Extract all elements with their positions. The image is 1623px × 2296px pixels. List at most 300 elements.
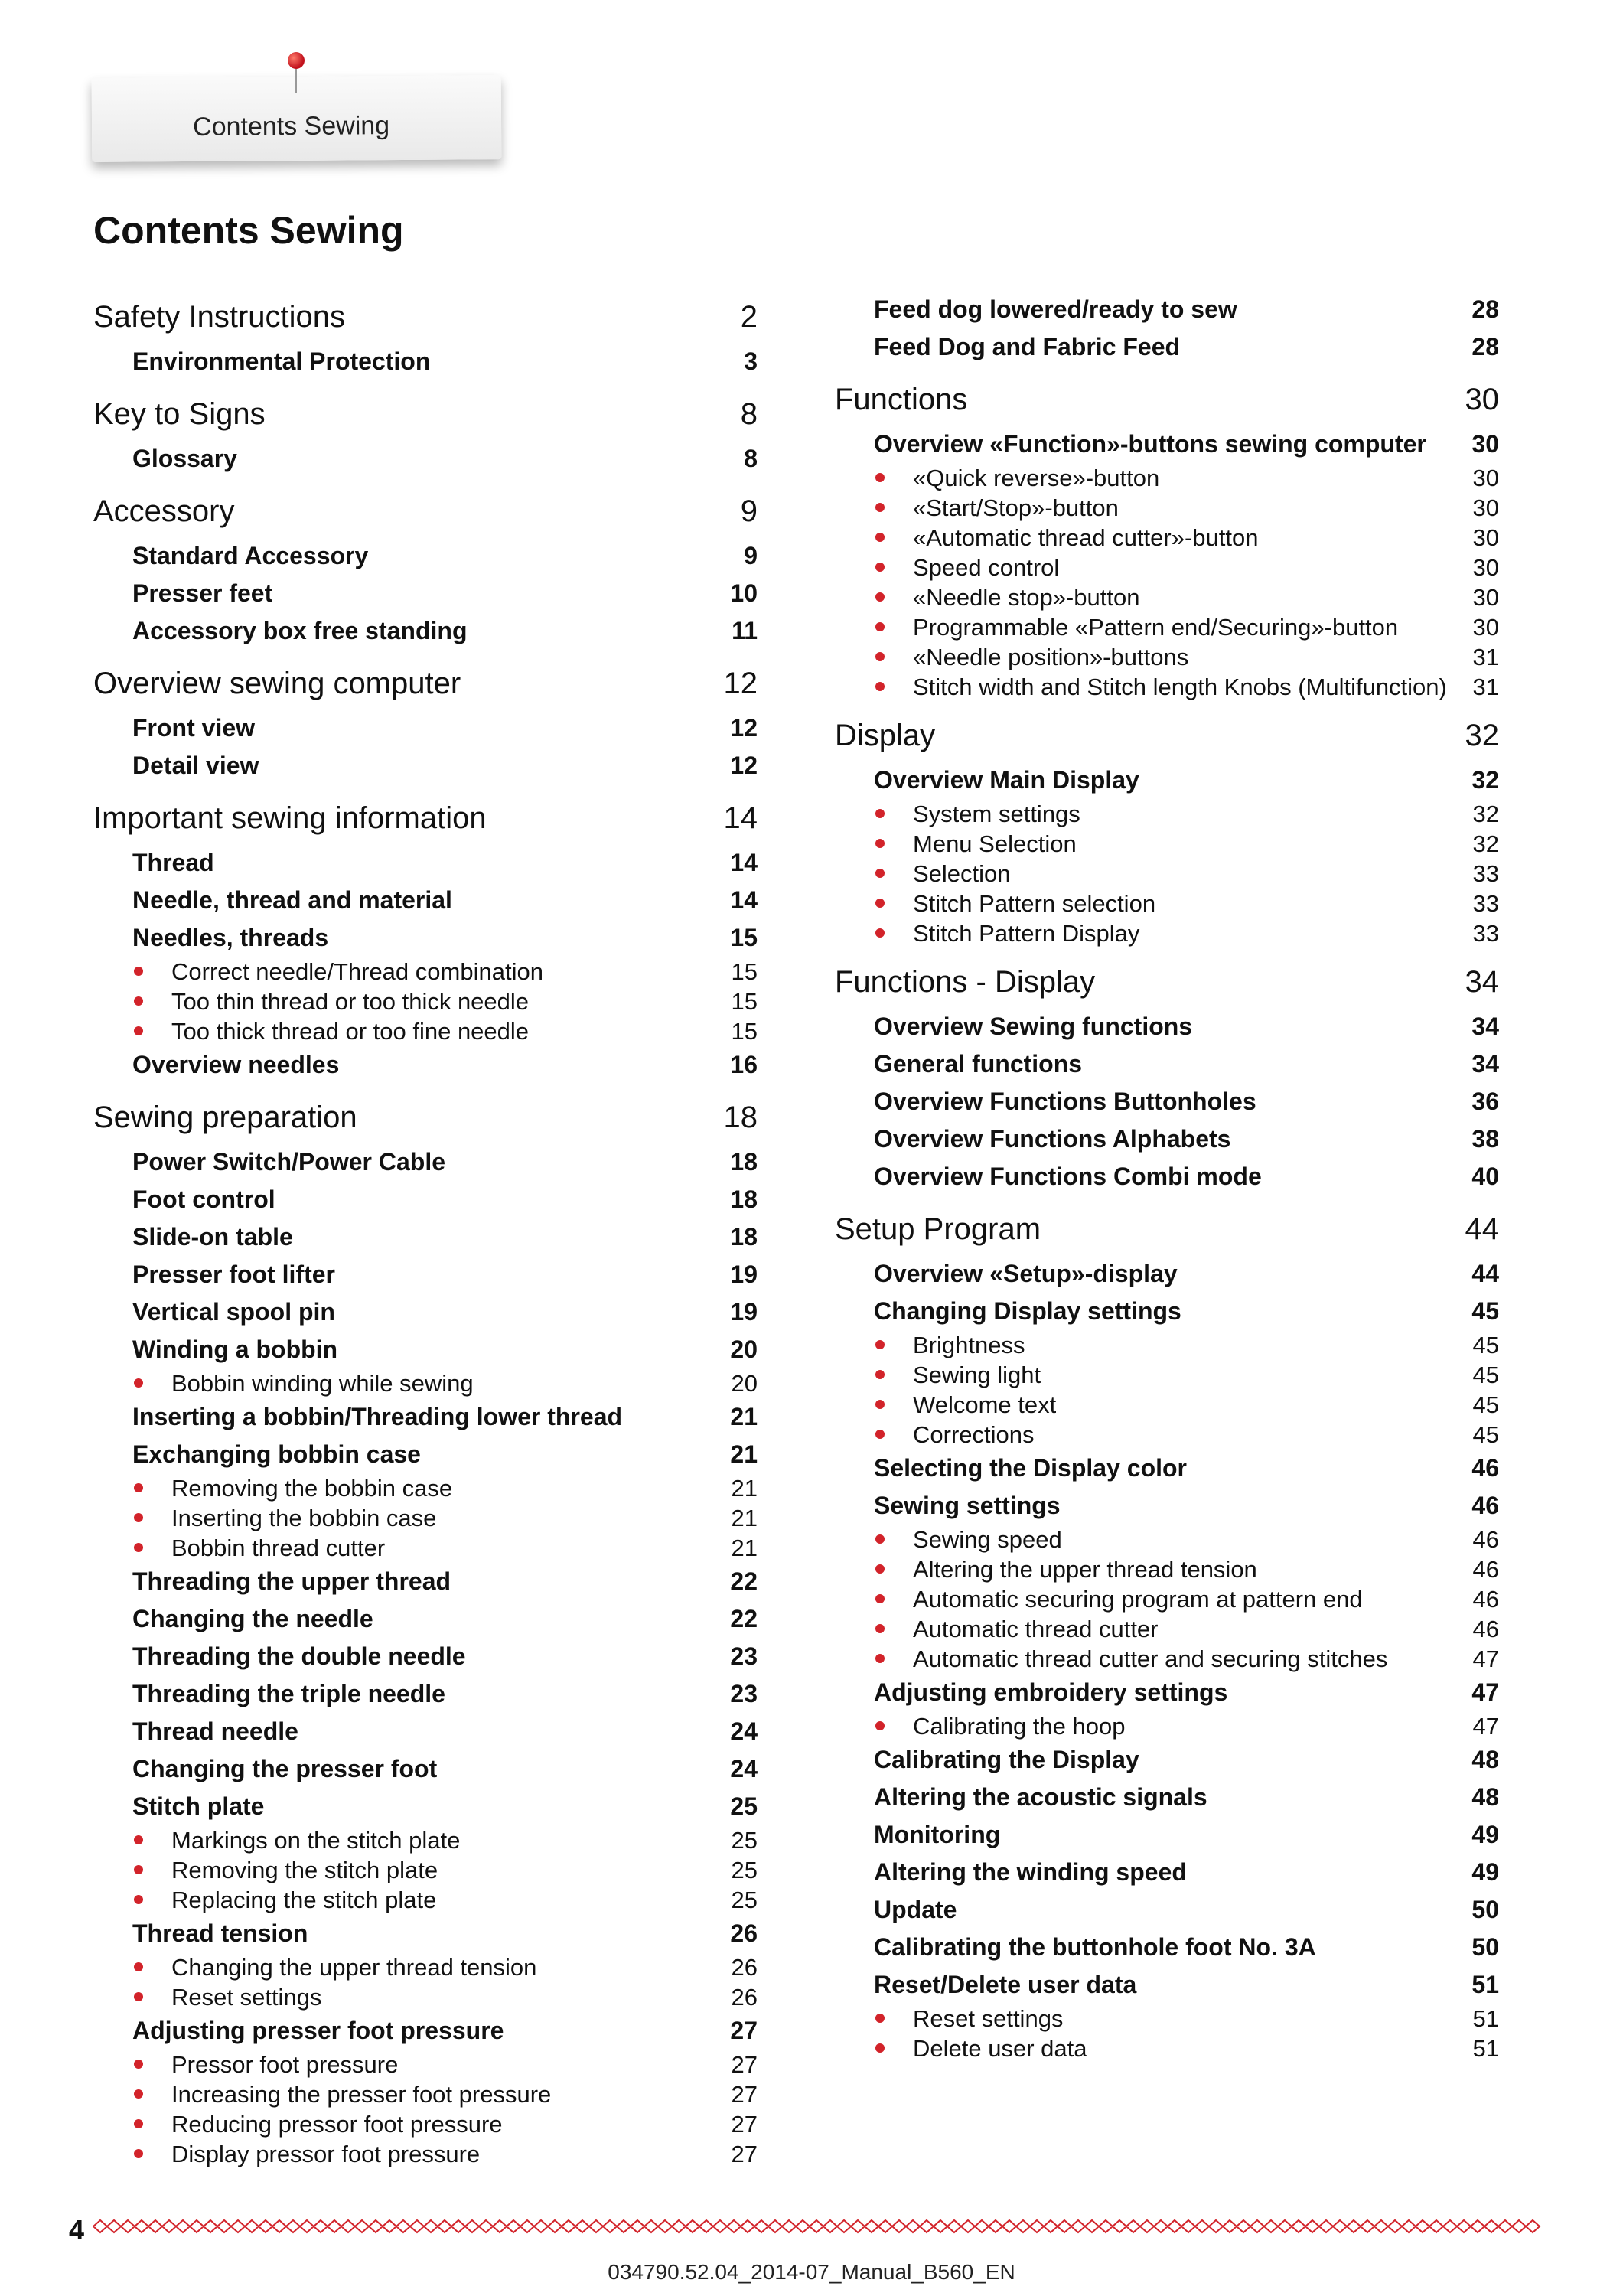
toc-subheading[interactable] <box>835 1045 1499 1083</box>
toc-entry-text: Pressor foot pressure <box>132 2050 398 2079</box>
toc-entry-text: Removing the stitch plate <box>132 1855 438 1885</box>
toc-bullet-entry[interactable] <box>93 1503 758 1533</box>
toc-entry-text: Overview Main Display <box>874 766 1139 794</box>
toc-entry-text: Winding a bobbin <box>132 1336 338 1363</box>
toc-entry-text: Changing the presser foot <box>132 1755 438 1782</box>
toc-entry-text: Thread tension <box>132 1919 308 1947</box>
toc-entry-text: Changing the upper thread tension <box>132 1952 536 1982</box>
toc-page-number: 27 <box>731 2111 758 2138</box>
toc-subheading[interactable] <box>93 612 758 650</box>
toc-entry-text: Monitoring <box>874 1821 1001 1848</box>
toc-heading-display[interactable] <box>835 709 1499 762</box>
toc-subheading[interactable] <box>93 2012 758 2050</box>
toc-page-number: 30 <box>1465 383 1499 416</box>
toc-entry-text: Vertical spool pin <box>132 1298 335 1326</box>
toc-subheading[interactable] <box>835 1450 1499 1487</box>
toc-page-number: 18 <box>730 1148 758 1176</box>
toc-entry-text: Overview Sewing functions <box>874 1013 1193 1040</box>
toc-entry-text: Reset settings <box>132 1982 321 2012</box>
toc-entry-text: Automatic securing program at pattern end <box>874 1584 1363 1614</box>
toc-page-number: 51 <box>1472 2035 1499 2062</box>
toc-entry-text: Inserting a bobbin/Threading lower thread <box>132 1403 623 1430</box>
toc-bullet-entry[interactable] <box>93 1533 758 1563</box>
toc-entry-text: Altering the acoustic signals <box>874 1783 1207 1811</box>
toc-entry-text: Front view <box>132 714 256 742</box>
toc-page-number: 23 <box>730 1642 758 1670</box>
toc-entry-text: Display pressor foot pressure <box>132 2139 480 2169</box>
toc-bullet-entry[interactable] <box>835 1420 1499 1450</box>
toc-page-number: 25 <box>731 1857 758 1883</box>
toc-subheading[interactable] <box>93 1046 758 1084</box>
toc-page-number: 21 <box>730 1440 758 1468</box>
toc-bullet-entry[interactable] <box>93 2050 758 2079</box>
toc-bullet-entry[interactable] <box>93 2109 758 2139</box>
header-tab-label: Contents Sewing <box>192 111 390 142</box>
toc-subheading[interactable] <box>93 1256 758 1293</box>
toc-page-number: 51 <box>1471 1971 1499 1998</box>
toc-page-number: 22 <box>730 1567 758 1595</box>
toc-page-number: 15 <box>731 1018 758 1045</box>
toc-page-number: 40 <box>1471 1163 1499 1190</box>
toc-entry-text: Sewing settings <box>874 1492 1061 1519</box>
toc-section <box>93 1091 758 2169</box>
toc-entry-text: Inserting the bobbin case <box>132 1503 436 1533</box>
toc-page-number: 44 <box>1465 1212 1499 1246</box>
toc-bullet-entry[interactable] <box>835 918 1499 948</box>
toc-heading-functions[interactable] <box>835 373 1499 426</box>
toc-page-number: 46 <box>1472 1526 1499 1553</box>
toc-page-number: 32 <box>1465 719 1499 752</box>
toc-entry-text: Overview Functions Alphabets <box>874 1125 1231 1153</box>
toc-heading-title: Key to Signs <box>93 397 266 431</box>
toc-bullet-entry[interactable] <box>835 612 1499 642</box>
toc-page-number: 3 <box>744 347 758 375</box>
page-number: 4 <box>69 2214 85 2245</box>
toc-bullet-entry[interactable] <box>93 1368 758 1398</box>
toc-entry-text: Removing the bobbin case <box>132 1473 452 1503</box>
toc-entry-text: «Quick reverse»-button <box>874 463 1159 493</box>
toc-bullet-entry[interactable] <box>835 1390 1499 1420</box>
toc-bullet-entry[interactable] <box>835 1614 1499 1644</box>
toc-heading-title: Functions - Display <box>835 965 1096 999</box>
toc-entry-text: Altering the upper thread tension <box>874 1554 1257 1584</box>
toc-page-number: 20 <box>731 1370 758 1397</box>
toc-bullet-entry[interactable] <box>835 493 1499 523</box>
toc-heading-safety-instructions[interactable] <box>93 291 758 343</box>
toc-page-number: 33 <box>1472 890 1499 917</box>
toc-page-number: 9 <box>744 542 758 569</box>
toc-bullet-entry[interactable] <box>835 1554 1499 1584</box>
toc-page-number: 32 <box>1471 766 1499 794</box>
toc-page-number: 19 <box>730 1261 758 1288</box>
toc-page-number: 49 <box>1471 1858 1499 1886</box>
decorative-stitch-border <box>93 2218 1551 2235</box>
toc-bullet-entry[interactable] <box>93 987 758 1016</box>
toc-entry-text: Reducing pressor foot pressure <box>132 2109 503 2139</box>
toc-page-number: 50 <box>1471 1896 1499 1923</box>
toc-subheading[interactable] <box>835 1816 1499 1854</box>
toc-entry-text: Changing the needle <box>132 1605 373 1632</box>
toc-page-number: 25 <box>731 1887 758 1913</box>
toc-page-number: 32 <box>1472 801 1499 827</box>
toc-entry-text: Corrections <box>874 1420 1035 1450</box>
toc-subheading[interactable] <box>93 1331 758 1368</box>
toc-entry-text: Standard Accessory <box>132 542 369 569</box>
toc-entry-text: Welcome text <box>874 1390 1056 1420</box>
toc-entry-text: Thread <box>132 849 214 876</box>
toc-page-number: 14 <box>723 801 758 835</box>
toc-page-number: 31 <box>1472 673 1499 700</box>
toc-page-number: 11 <box>732 617 758 644</box>
toc-heading-functions-display[interactable] <box>835 956 1499 1008</box>
toc-bullet-entry[interactable] <box>835 642 1499 672</box>
page-title: Contents Sewing <box>93 209 404 252</box>
toc-subheading[interactable] <box>93 1436 758 1473</box>
toc-page-number: 19 <box>730 1298 758 1326</box>
toc-subheading[interactable] <box>835 1779 1499 1816</box>
toc-bullet-entry[interactable] <box>835 829 1499 859</box>
toc-bullet-entry[interactable] <box>835 799 1499 829</box>
toc-subheading[interactable] <box>835 1891 1499 1929</box>
toc-bullet-entry[interactable] <box>835 523 1499 553</box>
toc-entry-text: Too thin thread or too thick needle <box>132 987 529 1016</box>
toc-entry-text: Glossary <box>132 445 237 472</box>
toc-bullet-entry[interactable] <box>93 1982 758 2012</box>
toc-section <box>93 291 758 380</box>
toc-entry-text: Threading the upper thread <box>132 1567 451 1595</box>
toc-entry-text: Presser foot lifter <box>132 1261 335 1288</box>
toc-subheading[interactable] <box>93 1293 758 1331</box>
toc-section <box>93 485 758 650</box>
toc-page-number: 30 <box>1472 554 1499 581</box>
toc-subheading[interactable] <box>835 328 1499 366</box>
toc-entry-text: Overview «Function»-buttons sewing computer <box>874 430 1426 458</box>
toc-entry-text: Correct needle/Thread combination <box>132 957 543 987</box>
toc-page-number: 20 <box>730 1336 758 1363</box>
pin-needle <box>295 67 297 93</box>
toc-bullet-entry[interactable] <box>835 1525 1499 1554</box>
toc-entry-text: Update <box>874 1896 957 1923</box>
toc-subheading[interactable] <box>93 1563 758 1600</box>
toc-entry-text: «Start/Stop»-button <box>874 493 1119 523</box>
toc-entry-text: Replacing the stitch plate <box>132 1885 436 1915</box>
toc-entry-text: Selecting the Display color <box>874 1454 1187 1482</box>
toc-page-number: 12 <box>730 714 758 742</box>
toc-subheading[interactable] <box>835 426 1499 463</box>
toc-bullet-entry[interactable] <box>835 1644 1499 1674</box>
toc-page-number: 22 <box>730 1605 758 1632</box>
toc-page-number: 21 <box>731 1475 758 1502</box>
toc-subheading[interactable] <box>835 1158 1499 1195</box>
toc-entry-text: Threading the double needle <box>132 1642 466 1670</box>
toc-page-number: 30 <box>1472 465 1499 491</box>
toc-entry-text: Exchanging bobbin case <box>132 1440 421 1468</box>
toc-subheading[interactable] <box>93 919 758 957</box>
toc-bullet-entry[interactable] <box>835 582 1499 612</box>
toc-subheading[interactable] <box>835 1293 1499 1330</box>
toc-bullet-entry[interactable] <box>835 672 1499 702</box>
toc-entry-text: Delete user data <box>874 2033 1087 2063</box>
toc-entry-text: Too thick thread or too fine needle <box>132 1016 529 1046</box>
toc-entry-text: Feed Dog and Fabric Feed <box>874 333 1181 360</box>
toc-page-number: 16 <box>730 1051 758 1078</box>
toc-entry-text: Overview «Setup»-display <box>874 1260 1178 1287</box>
toc-entry-text: Overview Functions Buttonholes <box>874 1088 1256 1115</box>
toc-bullet-entry[interactable] <box>93 1825 758 1855</box>
toc-entry-text: Speed control <box>874 553 1059 582</box>
toc-entry-text: Changing Display settings <box>874 1297 1181 1325</box>
toc-page-number: 45 <box>1472 1391 1499 1418</box>
toc-page-number: 14 <box>730 849 758 876</box>
toc-subheading[interactable] <box>835 291 1499 328</box>
toc-entry-text: Overview Functions Combi mode <box>874 1163 1262 1190</box>
toc-bullet-entry[interactable] <box>835 553 1499 582</box>
toc-page-number: 21 <box>731 1534 758 1561</box>
toc-page-number: 48 <box>1471 1746 1499 1773</box>
toc-page-number: 30 <box>1472 584 1499 611</box>
toc-page-number: 28 <box>1471 295 1499 323</box>
toc-entry-text: Reset/Delete user data <box>874 1971 1137 1998</box>
toc-subheading[interactable] <box>835 1120 1499 1158</box>
toc-page-number: 46 <box>1472 1556 1499 1583</box>
toc-entry-text: Slide-on table <box>132 1223 293 1251</box>
toc-subheading[interactable] <box>93 1915 758 1952</box>
toc-bullet-entry[interactable] <box>835 1711 1499 1741</box>
toc-page-number: 45 <box>1472 1362 1499 1388</box>
toc-entry-text: Needles, threads <box>132 924 329 951</box>
toc-entry-text: Programmable «Pattern end/Securing»-button <box>874 612 1398 642</box>
toc-page-number: 21 <box>731 1505 758 1531</box>
toc-subheading[interactable] <box>93 747 758 784</box>
toc-subheading[interactable] <box>835 1487 1499 1525</box>
toc-page-number: 23 <box>730 1680 758 1707</box>
toc-bullet-entry[interactable] <box>835 1584 1499 1614</box>
toc-subheading[interactable] <box>835 1929 1499 1966</box>
toc-entry-text: Power Switch/Power Cable <box>132 1148 445 1176</box>
toc-entry-text: Sewing speed <box>874 1525 1062 1554</box>
toc-page-number: 49 <box>1471 1821 1499 1848</box>
toc-page-number: 26 <box>730 1919 758 1947</box>
toc-entry-text: Detail view <box>132 752 259 779</box>
toc-section <box>93 792 758 1084</box>
toc-subheading[interactable] <box>93 440 758 478</box>
toc-entry-text: «Needle stop»-button <box>874 582 1139 612</box>
toc-entry-text: Calibrating the buttonhole foot No. 3A <box>874 1933 1316 1961</box>
toc-bullet-entry[interactable] <box>835 859 1499 889</box>
toc-entry-text: Threading the triple needle <box>132 1680 445 1707</box>
toc-page-number: 45 <box>1472 1421 1499 1448</box>
toc-entry-text: Calibrating the Display <box>874 1746 1139 1773</box>
toc-heading-title: Overview sewing computer <box>93 667 461 700</box>
toc-page-number: 33 <box>1472 920 1499 947</box>
toc-page-number: 46 <box>1471 1454 1499 1482</box>
toc-page-number: 30 <box>1472 614 1499 641</box>
toc-subheading[interactable] <box>93 844 758 882</box>
toc-bullet-entry[interactable] <box>93 2139 758 2169</box>
toc-bullet-entry[interactable] <box>835 1330 1499 1360</box>
toc-bullet-entry[interactable] <box>835 1360 1499 1390</box>
toc-subheading[interactable] <box>93 343 758 380</box>
toc-page-number: 15 <box>731 958 758 985</box>
toc-entry-text: Environmental Protection <box>132 347 431 375</box>
toc-page-number: 18 <box>723 1101 758 1134</box>
toc-subheading[interactable] <box>835 762 1499 799</box>
toc-page-number: 50 <box>1471 1933 1499 1961</box>
toc-bullet-entry[interactable] <box>835 889 1499 918</box>
toc-subheading[interactable] <box>93 882 758 919</box>
toc-page-number: 10 <box>730 579 758 607</box>
toc-page-number: 27 <box>731 2051 758 2078</box>
toc-page-number: 33 <box>1472 860 1499 887</box>
toc-heading-title: Accessory <box>93 494 235 528</box>
toc-page-number: 26 <box>731 1954 758 1981</box>
toc-bullet-entry[interactable] <box>93 957 758 987</box>
toc-subheading[interactable] <box>93 1713 758 1750</box>
toc-subheading[interactable] <box>835 1674 1499 1711</box>
toc-heading-sewing-preparation[interactable] <box>93 1091 758 1143</box>
toc-page-number: 27 <box>730 2017 758 2044</box>
toc-heading-title: Sewing preparation <box>93 1101 357 1134</box>
toc-page-number: 31 <box>1472 644 1499 670</box>
toc-page-number: 51 <box>1472 2005 1499 2032</box>
toc-page-number: 34 <box>1471 1013 1499 1040</box>
toc-heading-title: Setup Program <box>835 1212 1041 1246</box>
toc-subheading[interactable] <box>835 1008 1499 1045</box>
toc-bullet-entry[interactable] <box>93 1885 758 1915</box>
toc-page-number: 46 <box>1472 1586 1499 1613</box>
toc-heading-title: Safety Instructions <box>93 300 346 334</box>
toc-page-number: 18 <box>730 1186 758 1213</box>
toc-page-number: 27 <box>731 2141 758 2167</box>
toc-page-number: 46 <box>1472 1616 1499 1642</box>
toc-bullet-entry[interactable] <box>93 1016 758 1046</box>
toc-entry-text: Thread needle <box>132 1717 298 1745</box>
toc-entry-text: Calibrating the hoop <box>874 1711 1125 1741</box>
toc-page-number: 38 <box>1471 1125 1499 1153</box>
toc-heading-overview-sewing-computer[interactable] <box>93 657 758 709</box>
toc-entry-text: Adjusting embroidery settings <box>874 1678 1228 1706</box>
toc-bullet-entry[interactable] <box>93 2079 758 2109</box>
toc-page-number: 14 <box>730 886 758 914</box>
stitch-pattern <box>93 2220 1540 2232</box>
toc-heading-important-sewing-information[interactable] <box>93 792 758 844</box>
toc-subheading[interactable] <box>93 1181 758 1218</box>
toc-entry-text: Feed dog lowered/ready to sew <box>874 295 1237 323</box>
toc-entry-text: Stitch Pattern selection <box>874 889 1155 918</box>
toc-subheading[interactable] <box>835 1966 1499 2004</box>
toc-entry-text: Sewing light <box>874 1360 1041 1390</box>
toc-entry-text: Stitch plate <box>132 1792 265 1820</box>
toc-page-number: 25 <box>730 1792 758 1820</box>
toc-entry-text: Brightness <box>874 1330 1025 1360</box>
toc-section <box>93 657 758 784</box>
toc-page-number: 12 <box>730 752 758 779</box>
toc-page-number: 34 <box>1465 965 1499 999</box>
toc-bullet-entry[interactable] <box>93 1473 758 1503</box>
toc-page-number: 26 <box>731 1984 758 2011</box>
toc-subheading[interactable] <box>93 1600 758 1638</box>
toc-entry-text: Bobbin thread cutter <box>132 1533 385 1563</box>
toc-subheading[interactable] <box>835 1255 1499 1293</box>
toc-page-number: 21 <box>730 1403 758 1430</box>
toc-page-number: 25 <box>731 1827 758 1854</box>
toc-heading-accessory[interactable] <box>93 485 758 537</box>
toc-subheading[interactable] <box>93 1750 758 1788</box>
toc-heading-key-to-signs[interactable] <box>93 388 758 440</box>
toc-entry-text: Accessory box free standing <box>132 617 468 644</box>
toc-bullet-entry[interactable] <box>93 1952 758 1982</box>
toc-page-number: 12 <box>723 667 758 700</box>
toc-page-number: 18 <box>730 1223 758 1251</box>
toc-subheading[interactable] <box>835 1741 1499 1779</box>
toc-subheading[interactable] <box>93 1398 758 1436</box>
toc-subheading[interactable] <box>93 575 758 612</box>
toc-entry-text: Overview needles <box>132 1051 340 1078</box>
toc-entry-text: Needle, thread and material <box>132 886 452 914</box>
toc-page-number: 24 <box>730 1717 758 1745</box>
toc-subheading[interactable] <box>835 1083 1499 1120</box>
toc-page-number: 8 <box>740 397 758 431</box>
toc-page-number: 30 <box>1472 524 1499 551</box>
toc-subheading[interactable] <box>93 1218 758 1256</box>
toc-left-column <box>93 291 758 2177</box>
toc-section <box>93 388 758 478</box>
push-pin-icon <box>288 52 305 69</box>
toc-bullet-entry[interactable] <box>93 1855 758 1885</box>
toc-subheading[interactable] <box>93 537 758 575</box>
toc-section <box>835 291 1499 366</box>
toc-entry-text: Stitch width and Stitch length Knobs (Multifunction) <box>874 672 1447 702</box>
toc-right-column <box>835 291 1499 2071</box>
toc-bullet-entry[interactable] <box>835 463 1499 493</box>
toc-page-number: 47 <box>1472 1645 1499 1672</box>
toc-entry-text: Selection <box>874 859 1011 889</box>
toc-entry-text: Stitch Pattern Display <box>874 918 1139 948</box>
toc-entry-text: Presser feet <box>132 579 273 607</box>
toc-page-number: 48 <box>1471 1783 1499 1811</box>
toc-section <box>835 956 1499 1195</box>
toc-heading-setup-program[interactable] <box>835 1203 1499 1255</box>
toc-section <box>835 1203 1499 2063</box>
toc-subheading[interactable] <box>93 1675 758 1713</box>
toc-page-number: 15 <box>731 988 758 1015</box>
toc-subheading[interactable] <box>93 1638 758 1675</box>
toc-entry-text: Foot control <box>132 1186 275 1213</box>
toc-heading-title: Important sewing information <box>93 801 487 835</box>
toc-entry-text: Adjusting presser foot pressure <box>132 2017 504 2044</box>
toc-entry-text: Automatic thread cutter <box>874 1614 1159 1644</box>
toc-subheading[interactable] <box>93 709 758 747</box>
toc-entry-text: Reset settings <box>874 2004 1063 2033</box>
toc-section <box>835 709 1499 948</box>
toc-page-number: 24 <box>730 1755 758 1782</box>
toc-page-number: 36 <box>1471 1088 1499 1115</box>
toc-page-number: 45 <box>1471 1297 1499 1325</box>
toc-entry-text: Markings on the stitch plate <box>132 1825 460 1855</box>
toc-bullet-entry[interactable] <box>835 2004 1499 2033</box>
toc-page-number: 30 <box>1472 494 1499 521</box>
toc-subheading[interactable] <box>835 1854 1499 1891</box>
toc-page-number: 28 <box>1471 333 1499 360</box>
toc-page-number: 8 <box>744 445 758 472</box>
toc-bullet-entry[interactable] <box>835 2033 1499 2063</box>
toc-subheading[interactable] <box>93 1788 758 1825</box>
toc-page-number: 46 <box>1471 1492 1499 1519</box>
toc-subheading[interactable] <box>93 1143 758 1181</box>
document-reference: 034790.52.04_2014-07_Manual_B560_EN <box>608 2260 1015 2284</box>
toc-entry-text: Increasing the presser foot pressure <box>132 2079 551 2109</box>
toc-page-number: 27 <box>731 2081 758 2108</box>
